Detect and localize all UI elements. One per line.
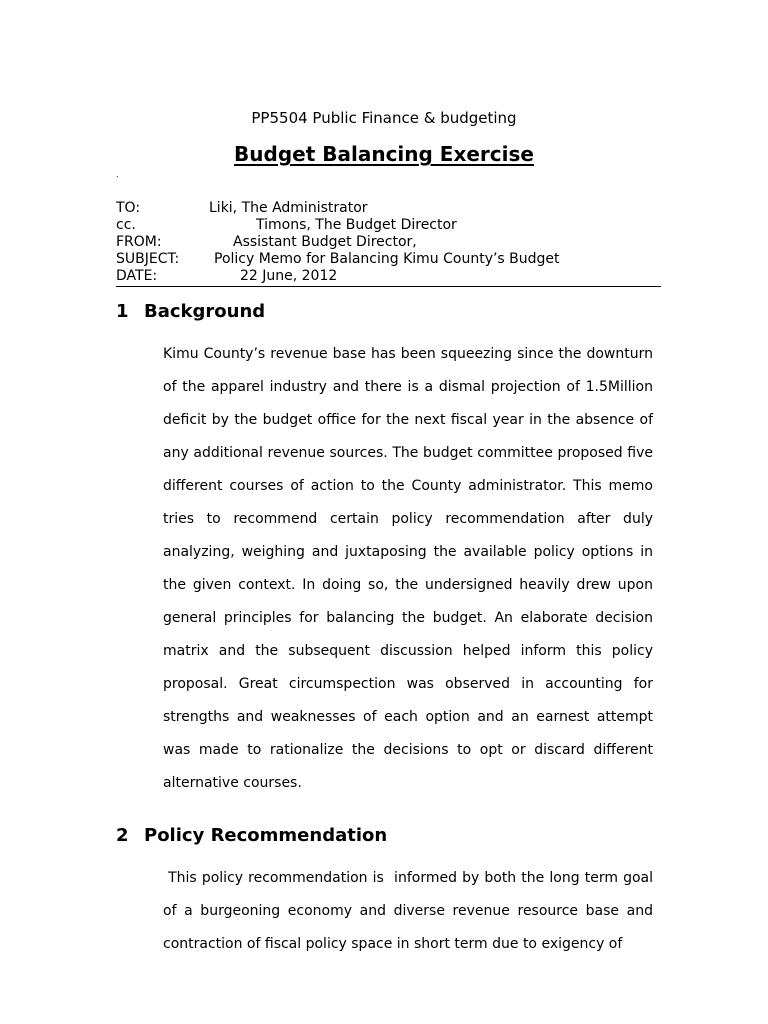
paragraph-line: alternative courses. — [163, 775, 302, 791]
paragraph-line: any additional revenue sources. The budget committee proposed five — [163, 445, 653, 461]
course-title: PP5504 Public Finance & budgeting — [251, 109, 517, 127]
paragraph-line: strengths and weaknesses of each option and an earnest attempt — [163, 709, 653, 725]
paragraph-line: general principles for balancing the budget. An elaborate decision — [163, 610, 653, 626]
paragraph-line: the given context. In doing so, the undersigned heavily drew upon — [163, 577, 653, 593]
memo-value-subject: Policy Memo for Balancing Kimu County’s Budget — [214, 251, 560, 267]
memo-label-cc: cc. — [116, 217, 136, 233]
paragraph-line: tries to recommend certain policy recommendation after duly — [163, 511, 653, 527]
memo-row-date — [116, 268, 661, 285]
section-heading-text: Background — [144, 301, 266, 322]
paragraph-line: analyzing, weighing and juxtaposing the available policy options in — [163, 544, 653, 560]
paragraph-line: different courses of action to the County administrator. This memo — [163, 478, 653, 494]
paragraph-line: proposal. Great circumspection was observed in accounting for — [163, 676, 653, 692]
paragraph-line: of a burgeoning economy and diverse revenue resource base and — [163, 903, 653, 919]
stray-dot: . — [116, 170, 119, 179]
memo-row-from — [116, 234, 661, 251]
memo-value-cc: Timons, The Budget Director — [256, 217, 457, 233]
policy-recommendation-paragraph — [163, 862, 653, 961]
section-heading-policy-recommendation — [116, 824, 387, 848]
memo-row-to — [116, 200, 661, 217]
section-number: 1 — [116, 301, 129, 322]
background-paragraph — [163, 338, 653, 800]
section-heading-text: Policy Recommendation — [144, 825, 388, 846]
memo-label-subject: SUBJECT: — [116, 251, 180, 267]
header-divider — [116, 286, 661, 287]
memo-label-from: FROM: — [116, 234, 162, 250]
paragraph-line: Kimu County’s revenue base has been squeezing since the downturn — [163, 346, 653, 362]
paragraph-line: This policy recommendation is informed by both the long term goal — [163, 870, 653, 886]
memo-header — [116, 200, 661, 285]
paragraph-line: contraction of fiscal policy space in short term due to exigency of — [163, 936, 623, 952]
section-number: 2 — [116, 825, 129, 846]
memo-label-date: DATE: — [116, 268, 158, 284]
document-title — [0, 141, 768, 167]
paragraph-line: of the apparel industry and there is a dismal projection of 1.5Million — [163, 379, 653, 395]
memo-value-from: Assistant Budget Director, — [233, 234, 417, 250]
paragraph-line: matrix and the subsequent discussion helped inform this policy — [163, 643, 653, 659]
memo-label-to: TO: — [116, 200, 141, 216]
memo-row-subject — [116, 251, 661, 268]
memo-value-to: Liki, The Administrator — [209, 200, 368, 216]
memo-value-date: 22 June, 2012 — [240, 268, 338, 284]
paragraph-line: was made to rationalize the decisions to opt or discard different — [163, 742, 653, 758]
section-heading-background — [116, 300, 265, 324]
document-title-text: Budget Balancing Exercise — [234, 142, 534, 166]
memo-row-cc — [116, 217, 661, 234]
paragraph-line: deficit by the budget office for the next fiscal year in the absence of — [163, 412, 653, 428]
